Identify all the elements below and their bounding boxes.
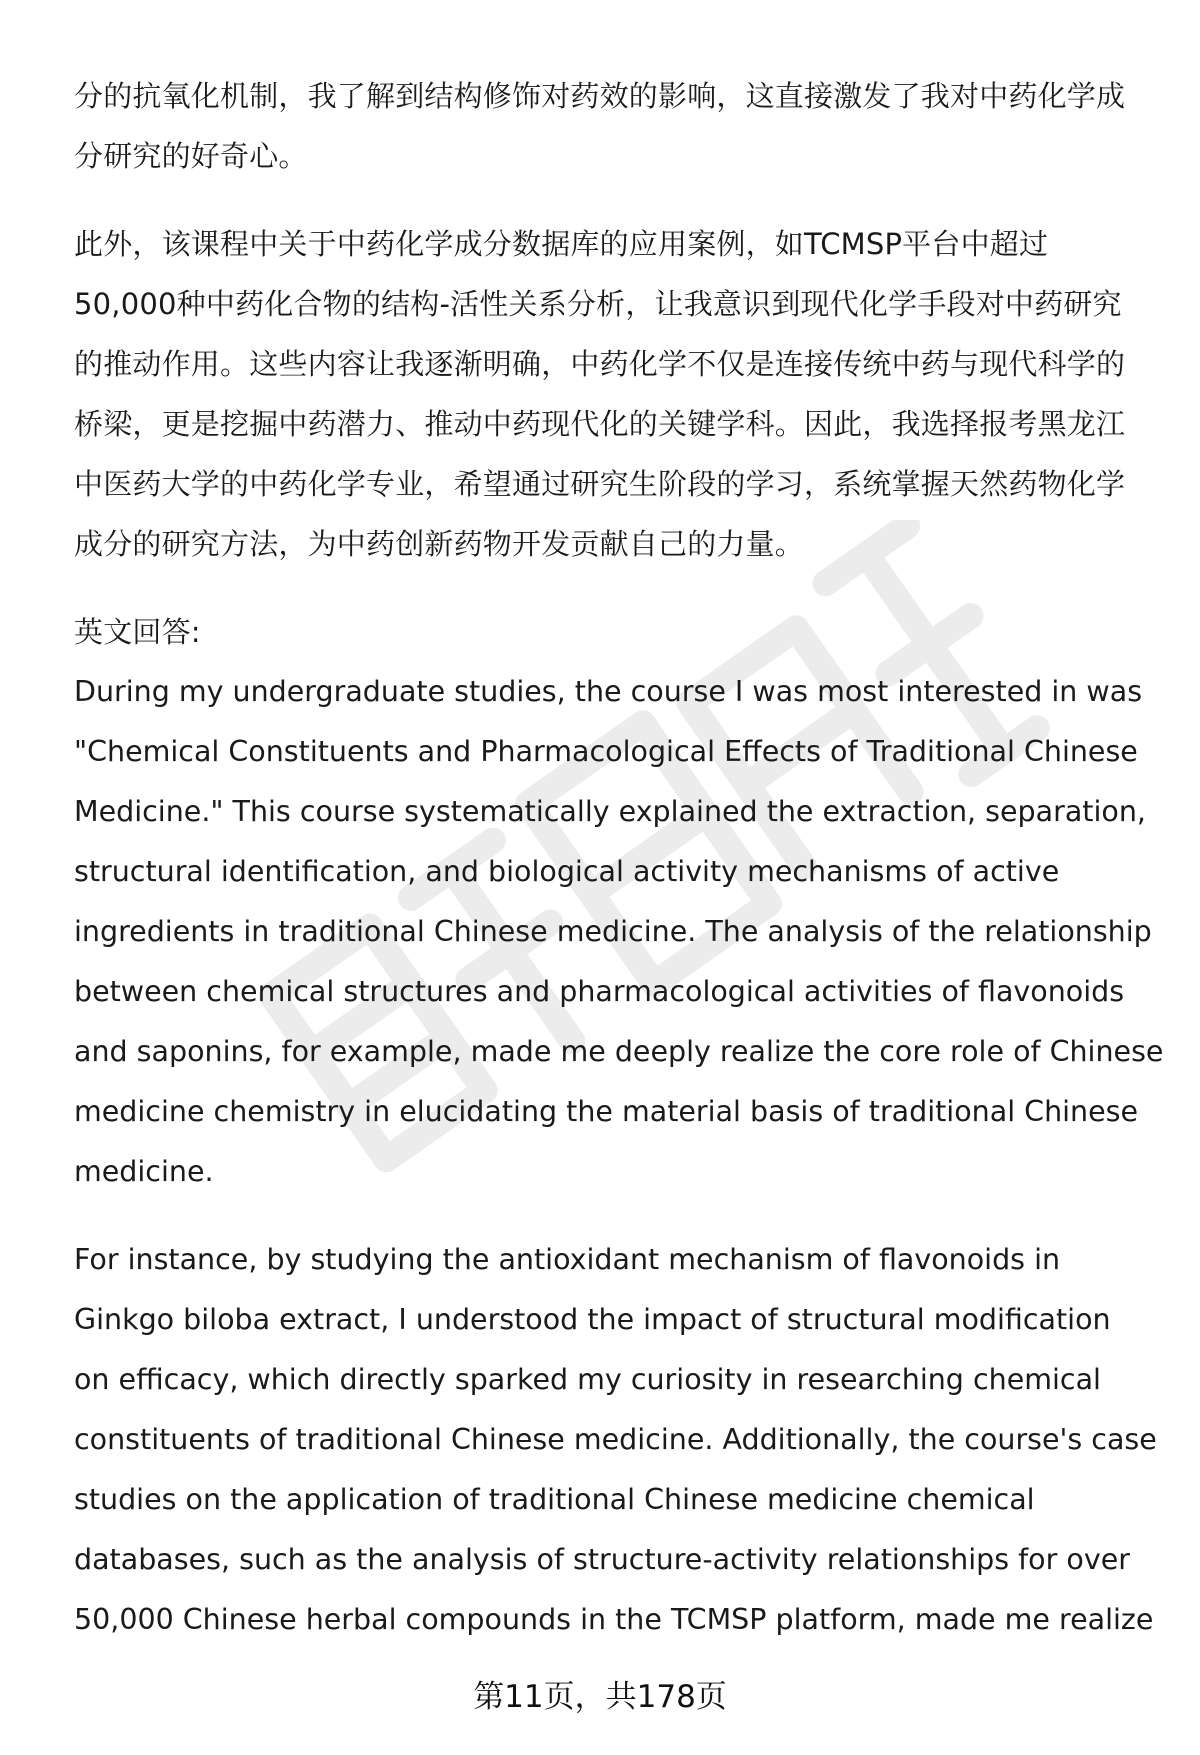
text-line: databases, such as the analysis of structure-activity relationships for over <box>74 1543 1130 1576</box>
text-line: medicine. <box>74 1155 214 1188</box>
english-answer-label: 英文回答: <box>74 615 201 649</box>
text-line: Medicine." This course systematically explained the extraction, separation, <box>74 795 1146 828</box>
text-line: structural identification, and biological activity mechanisms of active <box>74 855 1060 888</box>
text-line: 的推动作用。这些内容让我逐渐明确，中药化学不仅是连接传统中药与现代科学的 <box>74 347 1126 381</box>
text-line: For instance, by studying the antioxidant mechanism of flavonoids in <box>74 1243 1061 1276</box>
text-line: constituents of traditional Chinese medicine. Additionally, the course's case <box>74 1423 1157 1456</box>
text-line: During my undergraduate studies, the course I was most interested in was <box>74 675 1143 708</box>
text-line: 此外，该课程中关于中药化学成分数据库的应用案例，如TCMSP平台中超过 <box>74 227 1049 261</box>
text-line: 桥梁，更是挖掘中药潜力、推动中药现代化的关键学科。因此，我选择报考黑龙江 <box>74 407 1126 441</box>
cn-paragraph-2 <box>74 214 1154 574</box>
text-line: and saponins, for example, made me deeply realize the core role of Chinese <box>74 1035 1164 1068</box>
text-line: ingredients in traditional Chinese medicine. The analysis of the relationship <box>74 915 1152 948</box>
text-line: 成分的研究方法，为中药创新药物开发贡献自己的力量。 <box>74 527 805 561</box>
text-line: 50,000 Chinese herbal compounds in the TCMSP platform, made me realize <box>74 1603 1154 1636</box>
text-line: studies on the application of traditional Chinese medicine chemical <box>74 1483 1035 1516</box>
text-line: on efficacy, which directly sparked my curiosity in researching chemical <box>74 1363 1101 1396</box>
page-number: 第11页，共178页 <box>473 1679 727 1715</box>
text-line: medicine chemistry in elucidating the material basis of traditional Chinese <box>74 1095 1139 1128</box>
text-line: 分的抗氧化机制，我了解到结构修饰对药效的影响，这直接激发了我对中药化学成 <box>74 79 1126 113</box>
text-line: between chemical structures and pharmacological activities of flavonoids <box>74 975 1125 1008</box>
text-line: Ginkgo biloba extract, I understood the impact of structural modification <box>74 1303 1111 1336</box>
text-line: 分研究的好奇心。 <box>74 139 308 173</box>
en-paragraph-1 <box>74 662 1164 1202</box>
text-line: "Chemical Constituents and Pharmacological Effects of Traditional Chinese <box>74 735 1138 768</box>
cn-paragraph-1 <box>74 66 1154 186</box>
text-line: 中医药大学的中药化学专业，希望通过研究生阶段的学习，系统掌握天然药物化学 <box>74 467 1126 501</box>
text-line: 50,000种中药化合物的结构-活性关系分析，让我意识到现代化学手段对中药研究 <box>74 287 1122 321</box>
en-paragraph-2 <box>74 1230 1157 1650</box>
document-page <box>74 66 1164 1650</box>
